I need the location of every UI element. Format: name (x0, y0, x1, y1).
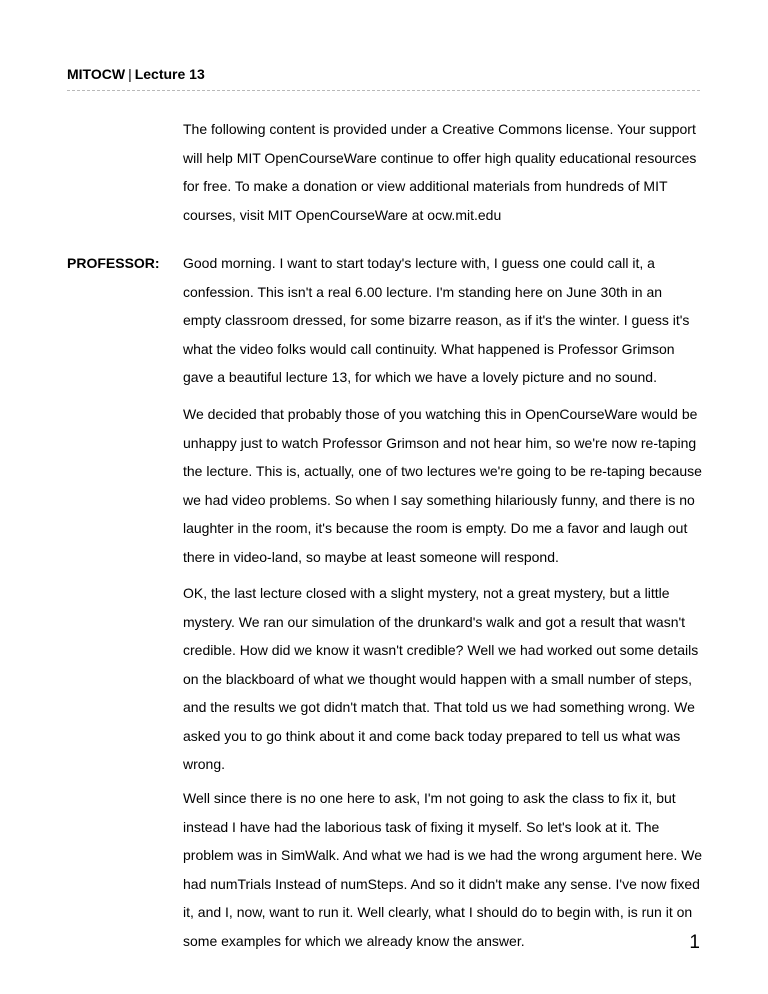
transcript-block (67, 249, 707, 949)
transcript-paragraph-1: Good morning. I want to start today's lecture with, I guess one could call it, a confession. This isn't a real 6.00 lecture. I'm standing here on June 30th in an empty classroom dressed, for some bizarre reason, as if it's the winter. I guess it's what the video folks would call continuity. What happened is Professor Grimson gave a beautiful lecture 13, for which we have a lovely picture and no sound. (183, 255, 690, 385)
transcript-paragraph-4: Well since there is no one here to ask, I'm not going to ask the class to fix it, but instead I have had the laborious task of fixing it myself. So let's look at it. The problem was in SimWalk. And what we had is we had the wrong argument here. We had numTrials Instead of numSteps. And so it didn't make any sense. I've now fixed it, and I, now, want to run it. Well clearly, what I should do to begin with, is run it on some examples for which we already know the answer. (183, 790, 703, 949)
page-number: 1 (689, 932, 700, 953)
transcript-paragraph-3: OK, the last lecture closed with a slight mystery, not a great mystery, but a little mystery. We ran our simulation of the drunkard's walk and got a result that wasn't credible. How did we know it wasn't credible? Well we had worked out some details on the blackboard of what we thought would happen with a small number of steps, and the results we got didn't match that. That told us we had something wrong. We asked you to go think about it and come back today prepared to tell us what was wrong. (183, 585, 699, 772)
speaker-label: PROFESSOR: (67, 255, 160, 271)
header-separator: | (128, 66, 132, 82)
page-header (67, 64, 700, 91)
header-brand: MITOCW (67, 66, 126, 82)
intro-paragraph: The following content is provided under a Creative Commons license. Your support will help MIT OpenCourseWare continue to offer high quality educational resources for free. To make a donation or view additional materials from hundreds of MIT courses, visit MIT OpenCourseWare at ocw.mit.edu (183, 121, 697, 223)
header-lecture-title: Lecture 13 (134, 66, 205, 82)
transcript-paragraph-2: We decided that probably those of you watching this in OpenCourseWare would be unhappy just to watch Professor Grimson and not hear him, so we're now re-taping the lecture. This is, actually, one of two lectures we're going to be re-taping because we had video problems. So when I say something hilariously funny, and there is no laughter in the room, it's because the room is empty. Do me a favor and laugh out there in video-land, so maybe at least someone will respond. (183, 406, 702, 565)
intro-block (67, 115, 707, 235)
